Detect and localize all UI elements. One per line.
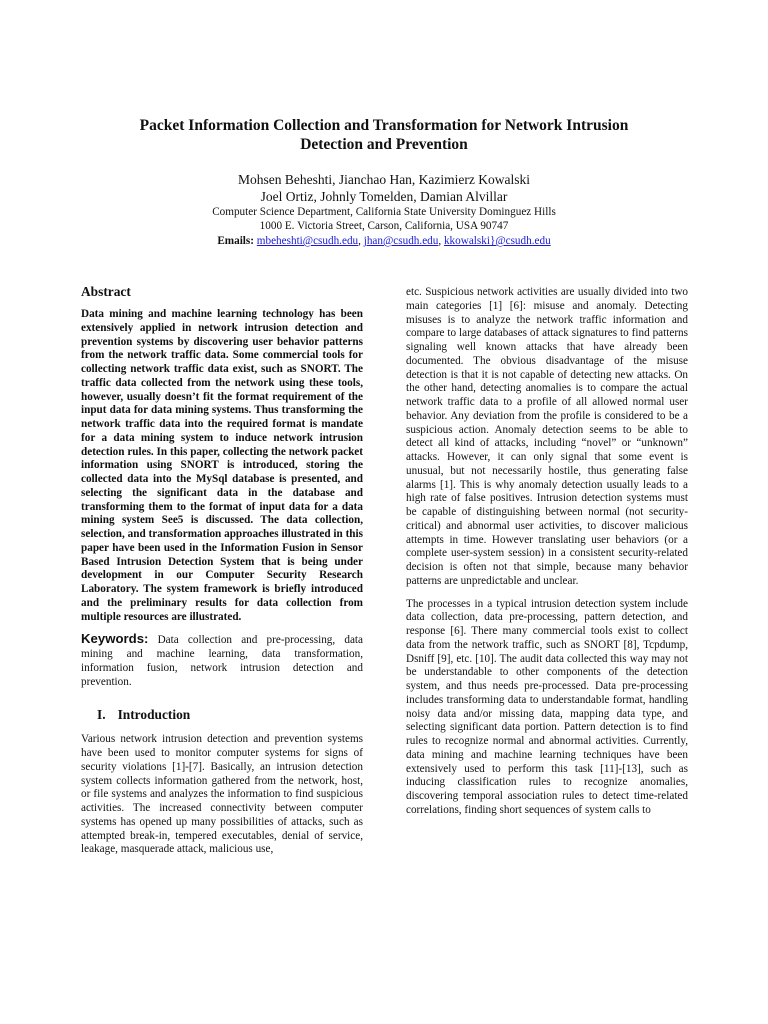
email-link-beheshti[interactable]: mbeheshti@csudh.edu: [256, 235, 359, 247]
authors-line-1: Mohsen Beheshti, Jianchao Han, Kazimierz Kowalski: [237, 172, 531, 187]
right-column-paragraph-1: etc. Suspicious network activities are usually divided into two main categories [1] [6]: misuse and anomaly. Detecting misuses is to analyze the network traffic information and compare to large databases of attack signatures to find patterns signaling well known attacks that have already been documented. The obvious disadvantage of the misuse detection is that it is not capable of detecting new attacks. On the other hand, detecting anomalies is to compare the actual network traffic data to a profile of all allowed normal user behavior. Any deviation from the profile is considered to be a suspicious action. Anomaly detection seems to be able to detect all kind of attacks, including “novel” or “unknown” attacks. However, it can only signal that some event is unusual, but not necessarily hostile, thus generating false alarms [1]. This is why anomaly detection usually leads to a high rate of false positives. Intrusion detection systems must be capable of distinguishing between normal (not security-critical) and abnormal user activities, to discover malicious attempts in time. However translating user behaviors (or a complete user-system session) in a consistent security-related decision is often not that simple, because many behavior patterns are unpredictable and unclear.: [406, 286, 688, 587]
introduction-paragraph-1: Various network intrusion detection and prevention systems have been used to monitor computer systems for signs of security violations [1]-[7]. Basically, an intrusion detection system collects information gathered from the network, host, or file systems and analyzes the information to find suspicious activities. The increased connectivity between computer systems has opened up many possibilities of attacks, such as attempted break-in, tempered executables, denial of service, leakage, masquerade attack, malicious use,: [81, 733, 363, 856]
keywords-text: Data collection and pre-processing, data mining and machine learning, data transformation, information fusion, network intrusion detection and prevention.: [81, 634, 363, 688]
author-list: [80, 172, 688, 205]
section-heading-introduction: [97, 707, 363, 723]
paper-title: [80, 116, 688, 154]
left-column: [81, 284, 363, 857]
affiliation-line-1: Computer Science Department, California State University Dominguez Hills: [212, 206, 556, 218]
keywords-label: Keywords:: [81, 631, 149, 647]
email-link-han[interactable]: jhan@csudh.edu: [363, 235, 439, 247]
abstract-heading: Abstract: [81, 284, 131, 299]
affiliation-line-2: 1000 E. Victoria Street, Carson, California, USA 90747: [259, 219, 509, 232]
email-separator: ,: [438, 235, 444, 247]
right-column-paragraph-2: The processes in a typical intrusion detection system include data collection, data pre-processing, pattern detection, and response [6]. There many commercial tools exist to collect data from the network traffic, such as SNORT [8], Tcpdump, Dsniff [9], etc. [10]. The audit data collected this way may not be understandable to other components of the detection system, and thus needs pre-processed. Data pre-processing includes transforming data to understandable format, handling noisy data and/or missing data, mapping data type, and selecting significant data portion. Pattern detection is to find rules to recognize normal and abnormal activities. Currently, data mining and machine learning techniques have been extensively used to perform this task [11]-[13], such as inducing classification rules to recognize anomalies, discovering temporal association rules to detect time-related correlations, finding short sequences of system calls to: [406, 597, 688, 816]
email-list: [80, 234, 688, 248]
title-line-1: Packet Information Collection and Transformation for Network Intrusion: [139, 117, 629, 134]
abstract-text: Data mining and machine learning technology has been extensively applied in network intrusion detection and prevention systems by discovering user behavior patterns from the network traffic data. Some commercial tools for collecting network traffic data exist, such as SNORT. The traffic data collected from the network using these tools, however, usually doesn’t fit the format requirement of the input data for data mining systems. Thus transforming the network traffic data into the required format is mandate for a data mining system to induce network intrusion detection rules. In this paper, collecting the network packet information using SNORT is introduced, storing the collected data into the MySql database is presented, and selecting the significant data in the database and transforming them to the format of input data for a data mining system See5 is discussed. The data collection, selection, and transformation approaches illustrated in this paper have been used in the Information Fusion in Sensor Based Intrusion Detection System that is being under development in our Computer Security Research Laboratory. The system framework is briefly introduced and the preliminary results for data collection from multiple resources are illustrated.: [81, 308, 363, 623]
section-number: I.: [97, 707, 106, 723]
email-link-kowalski[interactable]: kkowalski}@csudh.edu: [443, 235, 551, 247]
authors-line-2: Joel Ortiz, Johnly Tomelden, Damian Alvillar: [260, 188, 508, 204]
email-separator: ,: [358, 235, 364, 247]
section-title: Introduction: [117, 707, 191, 723]
title-line-2: Detection and Prevention: [300, 136, 468, 153]
affiliation: [80, 206, 688, 233]
keywords: [81, 632, 363, 689]
right-column: [406, 286, 688, 818]
emails-label: Emails:: [217, 235, 254, 247]
